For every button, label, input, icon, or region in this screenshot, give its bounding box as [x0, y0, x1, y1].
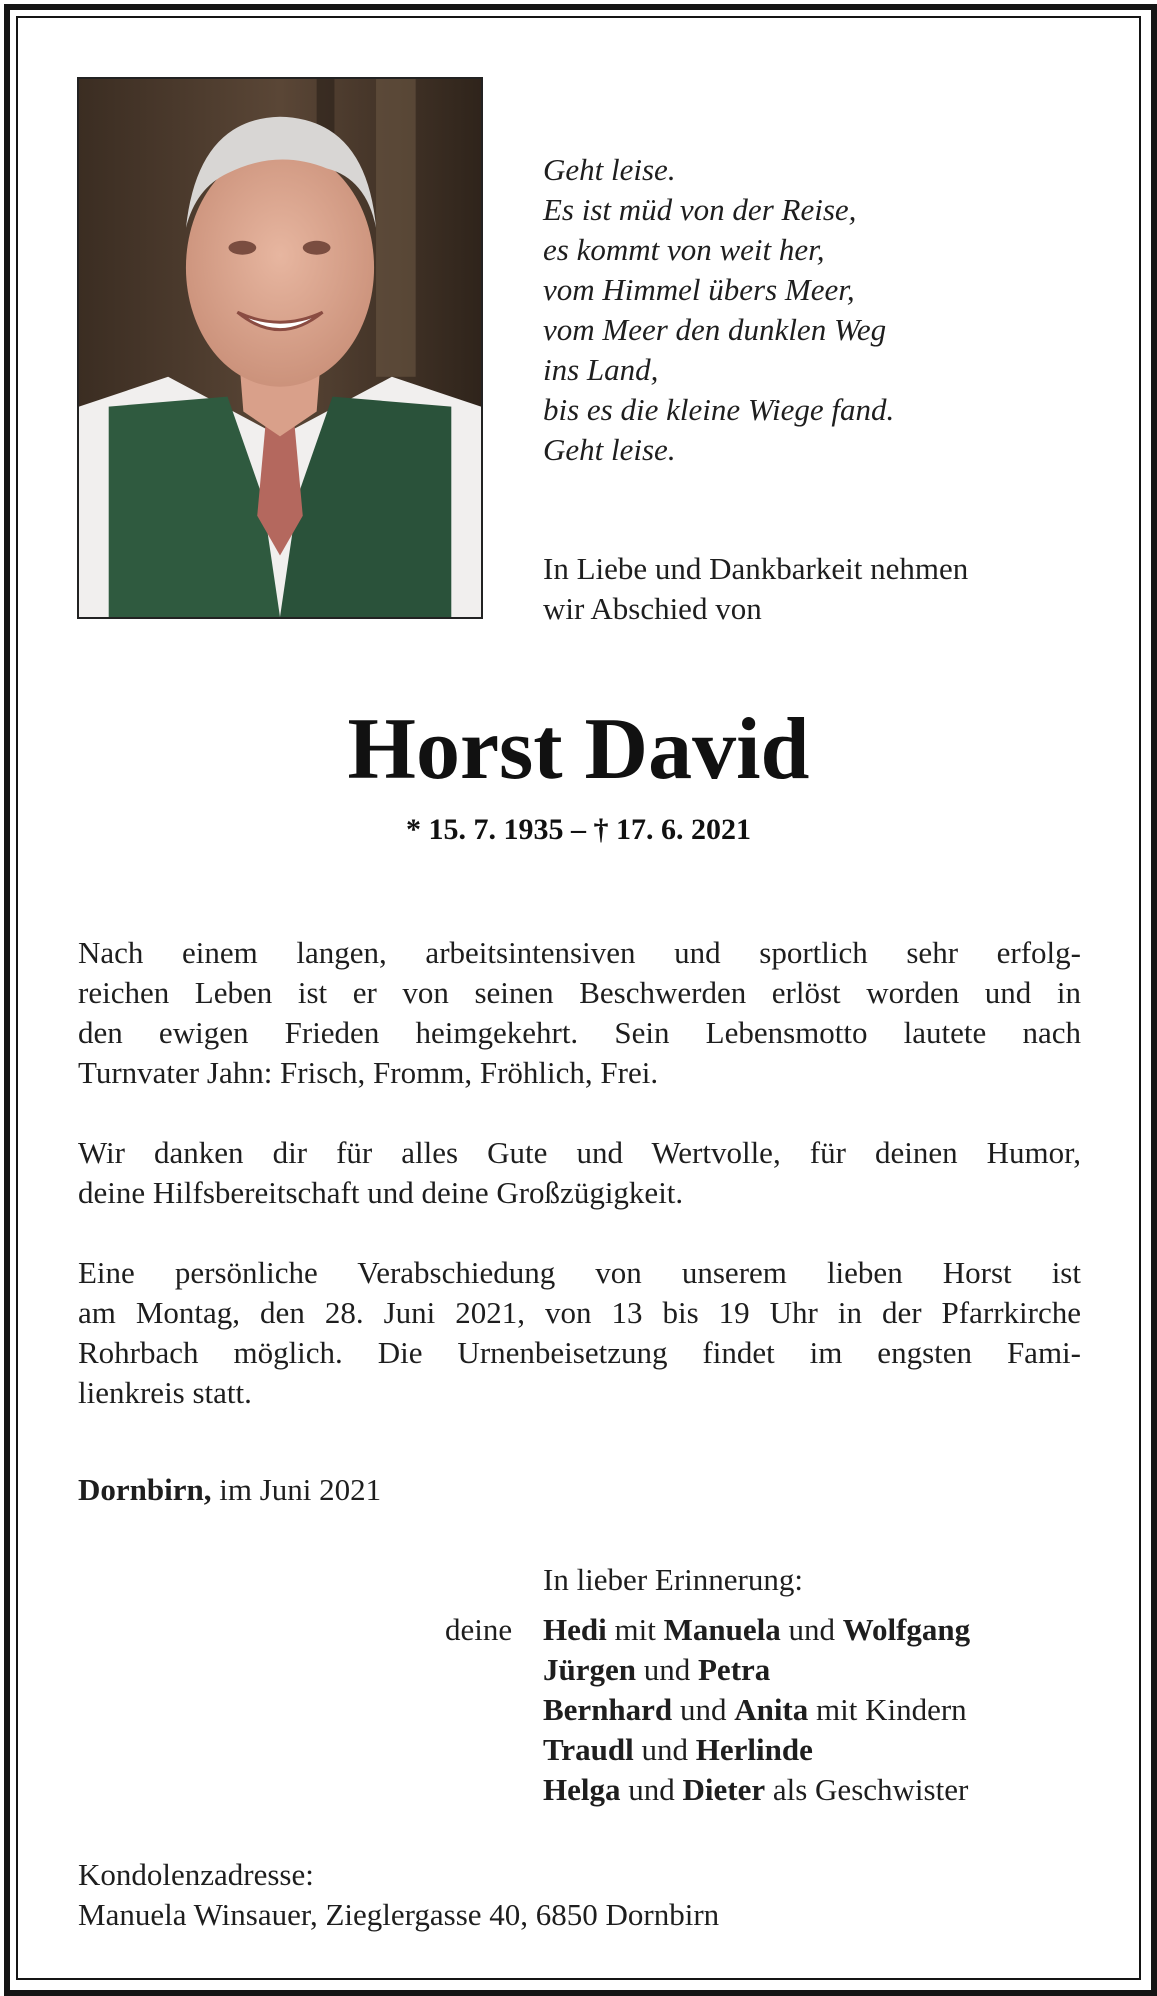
paragraph-line: Turnvater Jahn: Frisch, Fromm, Fröhlich, Frei. [78, 1055, 659, 1090]
poem-line: ins Land, [543, 352, 659, 387]
family-list [543, 1610, 970, 1810]
poem-line: Geht leise. [543, 152, 676, 187]
life-dates: * 15. 7. 1935 – † 17. 6. 2021 [406, 813, 751, 846]
poem-line: Geht leise. [543, 432, 676, 467]
condolence-address-line: Manuela Winsauer, Zieglergasse 40, 6850 Dornbirn [78, 1897, 720, 1932]
family-row [543, 1770, 970, 1810]
place-date [78, 1470, 381, 1510]
family-name: Wolfgang [842, 1612, 971, 1647]
family-row [543, 1610, 970, 1650]
family-name: Helga [543, 1772, 621, 1807]
paragraph-line: den ewigen Frieden heimgekehrt. Sein Lebensmotto lautete nach [78, 1015, 1081, 1050]
poem-line: vom Himmel übers Meer, [543, 272, 855, 307]
family-row [543, 1730, 970, 1770]
poem-line: bis es die kleine Wiege fand. [543, 392, 895, 427]
poem-line: es kommt von weit her, [543, 232, 825, 267]
family-connector: mit Kindern [808, 1692, 967, 1727]
family-name: Bernhard [543, 1692, 673, 1727]
deceased-name: Horst David [347, 701, 810, 798]
intro-text [543, 549, 1083, 629]
memory-title: In lieber Erinnerung: [543, 1562, 803, 1597]
condolence-address [78, 1855, 719, 1935]
paragraph-line: lienkreis statt. [78, 1375, 252, 1410]
family-connector: und [636, 1652, 698, 1687]
paragraph-line: am Montag, den 28. Juni 2021, von 13 bis 19 Uhr in der Pfarrkirche [78, 1295, 1081, 1330]
paragraph-line: reichen Leben ist er von seinen Beschwerden erlöst worden und in [78, 975, 1081, 1010]
paragraph-farewell [78, 1253, 1081, 1413]
portrait-photo [77, 77, 483, 619]
poem-line: Es ist müd von der Reise, [543, 192, 857, 227]
poem-line: vom Meer den dunklen Weg [543, 312, 887, 347]
paragraph-line: deine Hilfsbereitschaft und deine Großzügigkeit. [78, 1175, 684, 1210]
family-name: Anita [734, 1692, 809, 1727]
poem [543, 150, 894, 470]
family-connector: und [672, 1692, 735, 1727]
family-connector: und [620, 1772, 683, 1807]
place-month: im Juni 2021 [211, 1472, 382, 1507]
family-row [543, 1690, 970, 1730]
family-name: Manuela [663, 1612, 781, 1647]
family-connector: und [633, 1732, 696, 1767]
family-name: Jürgen [543, 1652, 636, 1687]
intro-line: In Liebe und Dankbarkeit nehmen [543, 551, 969, 586]
family-name: Dieter [682, 1772, 766, 1807]
place-city: Dornbirn, [78, 1472, 212, 1507]
family-connector: und [780, 1612, 843, 1647]
family-name: Hedi [543, 1612, 607, 1647]
family-row [543, 1650, 970, 1690]
family-connector: als Geschwister [765, 1772, 969, 1807]
condolence-label: Kondolenzadresse: [78, 1857, 314, 1892]
intro-line: wir Abschied von [543, 591, 762, 626]
paragraph-line: Rohrbach möglich. Die Urnenbeisetzung findet im engsten Fami- [78, 1335, 1081, 1370]
family-name: Petra [698, 1652, 771, 1687]
family-connector: mit [606, 1612, 664, 1647]
family-name: Traudl [543, 1732, 634, 1767]
paragraph-line: Nach einem langen, arbeitsintensiven und sportlich sehr erfolg- [78, 935, 1081, 970]
paragraph-thanks [78, 1133, 1081, 1213]
paragraph-life [78, 933, 1081, 1093]
paragraph-line: Wir danken dir für alles Gute und Wertvolle, für deinen Humor, [78, 1135, 1081, 1170]
family-name: Herlinde [695, 1732, 813, 1767]
memory-prefix: deine [445, 1612, 513, 1647]
paragraph-line: Eine persönliche Verabschiedung von unserem lieben Horst ist [78, 1255, 1081, 1290]
